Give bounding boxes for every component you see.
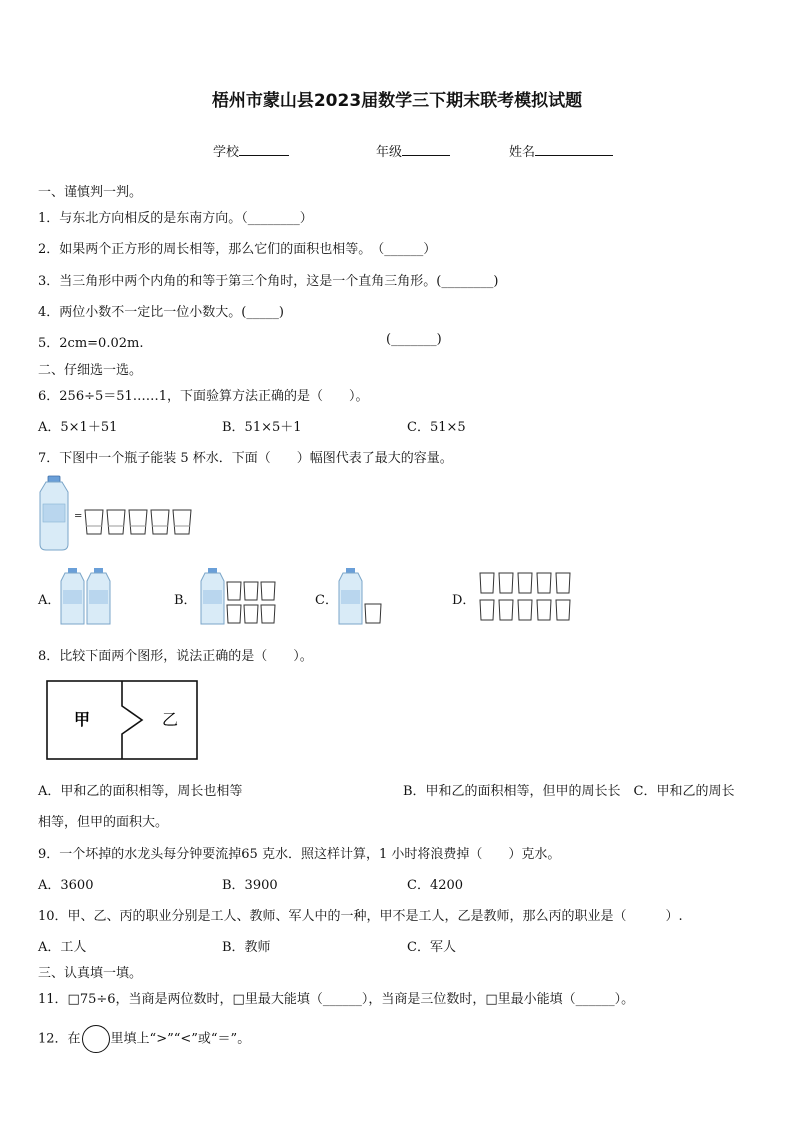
bottle-icon bbox=[201, 568, 224, 624]
question-7-option-d-figure bbox=[478, 570, 574, 626]
section-2-heading: 二、仔细选一选。 bbox=[38, 363, 143, 378]
question-8-option-a[interactable]: A．甲和乙的面积相等，周长也相等 bbox=[38, 784, 243, 799]
question-12-prefix: 12．在 bbox=[38, 1031, 81, 1047]
question-7-option-d[interactable]: D． bbox=[452, 593, 476, 608]
question-8-option-bc[interactable]: B．甲和乙的面积相等，但甲的周长长 C．甲和乙的周长 bbox=[403, 784, 735, 799]
bottle-icon bbox=[61, 568, 84, 624]
question-10-option-b[interactable]: B．教师 bbox=[222, 940, 271, 955]
question-9-option-a[interactable]: A．3600 bbox=[38, 878, 94, 893]
question-5-blank: (_______) bbox=[386, 332, 442, 347]
school-field bbox=[213, 141, 289, 160]
bottle-icon bbox=[40, 476, 68, 550]
question-12 bbox=[38, 1025, 250, 1053]
section-3-heading: 三、认真填一填。 bbox=[38, 966, 143, 981]
question-7-option-a-figure bbox=[60, 566, 112, 628]
question-8-figure bbox=[46, 680, 200, 762]
question-12-suffix: 里填上“>”“<”或“＝”。 bbox=[110, 1031, 251, 1047]
name-blank[interactable] bbox=[535, 142, 613, 156]
question-3: 3．当三角形中两个内角的和等于第三个角时，这是一个直角三角形。(________) bbox=[38, 274, 499, 289]
bottle-icon bbox=[339, 568, 362, 624]
section-1-heading: 一、谨慎判一判。 bbox=[38, 185, 143, 200]
bottle-icon bbox=[87, 568, 110, 624]
question-8-option-c-continued: 相等，但甲的面积大。 bbox=[38, 815, 169, 830]
equals-sign: = bbox=[74, 511, 83, 522]
question-7-reference-figure bbox=[38, 474, 198, 554]
question-6-option-a[interactable]: A．5×1＋51 bbox=[38, 420, 118, 435]
question-11: 11．□75÷6，当商是两位数时，□里最大能填（______），当商是三位数时，□里最小能填（______）。 bbox=[38, 992, 635, 1007]
question-7-option-a[interactable]: A． bbox=[38, 593, 61, 608]
question-7-option-c-figure bbox=[338, 566, 388, 628]
question-1: 1．与东北方向相反的是东南方向。（________） bbox=[38, 211, 313, 226]
question-2: 2．如果两个正方形的周长相等，那么它们的面积也相等。 （______） bbox=[38, 242, 437, 257]
compare-circle[interactable] bbox=[82, 1025, 110, 1053]
grade-field bbox=[376, 141, 450, 160]
question-7-option-b-figure bbox=[200, 566, 280, 628]
name-field bbox=[509, 141, 613, 160]
question-9: 9．一个坏掉的水龙头每分钟要流掉65 克水．照这样计算，1 小时将浪费掉（ ）克水。 bbox=[38, 847, 561, 862]
question-7: 7．下图中一个瓶子能装 5 杯水．下面（ ）幅图代表了最大的容量。 bbox=[38, 451, 453, 466]
name-label: 姓名 bbox=[509, 145, 536, 160]
question-4: 4．两位小数不一定比一位小数大。(_____) bbox=[38, 305, 284, 320]
cup-grid bbox=[480, 573, 570, 620]
question-9-option-c[interactable]: C．4200 bbox=[407, 878, 464, 893]
cup-row bbox=[85, 510, 191, 534]
cup-icon bbox=[365, 604, 381, 623]
question-6-option-c[interactable]: C．51×5 bbox=[407, 420, 466, 435]
school-label: 学校 bbox=[213, 145, 240, 160]
question-8: 8．比较下面两个图形，说法正确的是（ ）。 bbox=[38, 649, 313, 664]
question-9-option-b[interactable]: B．3900 bbox=[222, 878, 278, 893]
question-6: 6．256÷5＝51……1，下面验算方法正确的是（ ）。 bbox=[38, 389, 369, 404]
cup-grid bbox=[227, 582, 275, 623]
question-10-option-c[interactable]: C．军人 bbox=[407, 940, 456, 955]
question-7-option-b[interactable]: B． bbox=[174, 593, 197, 608]
question-6-option-b[interactable]: B．51×5＋1 bbox=[222, 420, 302, 435]
grade-blank[interactable] bbox=[402, 142, 450, 156]
shape-jia-label: 甲 bbox=[73, 710, 91, 729]
grade-label: 年级 bbox=[376, 145, 403, 160]
question-7-option-c[interactable]: C． bbox=[315, 593, 338, 608]
school-blank[interactable] bbox=[239, 142, 289, 156]
question-10-option-a[interactable]: A．工人 bbox=[38, 940, 87, 955]
shape-yi-label: 乙 bbox=[161, 710, 179, 729]
question-10: 10．甲、乙、丙的职业分别是工人、教师、军人中的一种，甲不是工人，乙是教师，那么丙的职业是（ ）. bbox=[38, 909, 683, 924]
page-title: 梧州市蒙山县2023届数学三下期末联考模拟试题 bbox=[211, 91, 583, 111]
zigzag-divider bbox=[122, 681, 142, 759]
question-5: 5．2cm=0.02m. bbox=[38, 336, 144, 351]
